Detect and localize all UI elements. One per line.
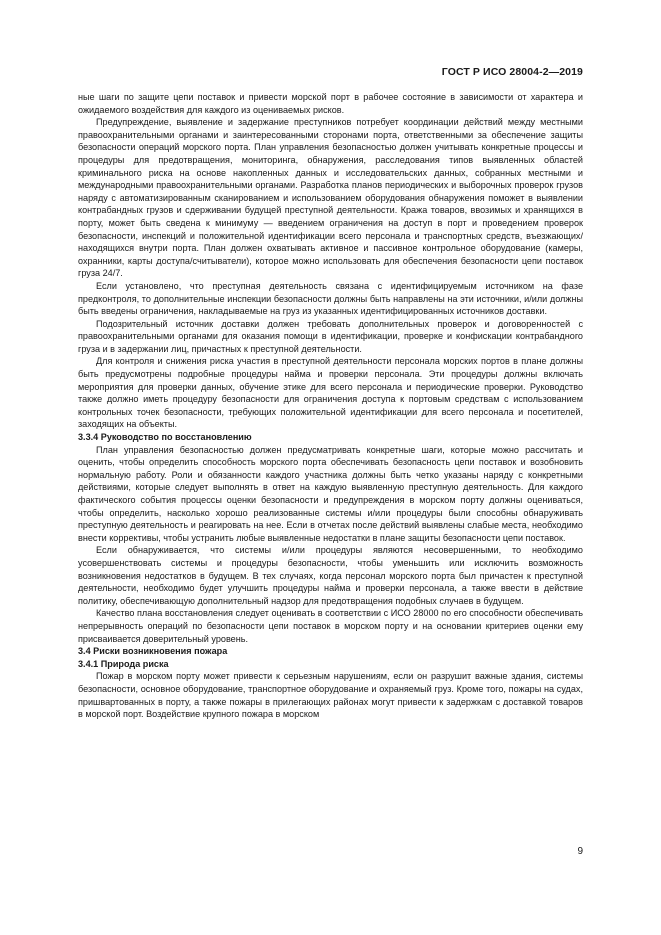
document-body: [78, 91, 583, 721]
paragraph-improvement: Если обнаруживается, что системы и/или процедуры являются несовершенными, то необходимо усовершенствовать системы и процедуры безопасности, чтобы уменьшить или исключить возможность возникновения недостатков в будущем. В тех случаях, когда персонал морского порта был причастен к преступной деятельности, необходимо будет улучшить процедуры найма и проверки персонала, а также ввести в действие политику, обеспечивающую дополнительный надзор для предотвращения подобных случаев в будущем.: [78, 545, 583, 606]
paragraph-recovery-plan: План управления безопасностью должен предусматривать конкретные шаги, которые можно рассчитать и оценить, чтобы определить способность морского порта обеспечивать безопасность цепи поставок и возобновить нормальную работу. Роли и обязанности каждого участника должны быть четко указаны наряду с конкретными действиями, которые следует выполнять в ответ на каждую выявленную преступную деятельность. Для каждого фактического события процессы оценки безопасности и предупреждения в морском порту должны оцениваться, чтобы определить, насколько хорошо реализованные системы и/или процедуры были способны обнаруживать преступную деятельность и реагировать на нее. Если в отчетах после действий выявлены слабые места, необходимо внести коррективы, чтобы устранить любые выявленные недостатки в плане защиты безопасности цепи поставок.: [78, 444, 583, 543]
paragraph-personnel-control: Для контроля и снижения риска участия в преступной деятельности персонала морских портов в плане должны быть предусмотрены подробные процедуры найма и проверки персонала. Эти процедуры должны включать мероприятия для проверки данных, обучение этике для всего персонала и периодические проверки. Руководство также должно иметь процедуру безопасности для ограничения доступа к портовым средствам с использованием контрольных точек безопасности, требующих положительной идентификации для всего персонала и посетителей, заходящих на объекты.: [78, 356, 583, 430]
paragraph-continuation: ные шаги по защите цепи поставок и привести морской порт в рабочее состояние в зависимости от характера и ожидаемого воздействия для каждого из оцениваемых рисков.: [78, 92, 583, 115]
paragraph-quality: Качество плана восстановления следует оценивать в соответствии с ИСО 28000 по его способности обеспечивать непрерывность операций по безопасности цепи поставок в морском порту и на основании критериев оценки ему присваивается доверительный уровень.: [78, 608, 583, 644]
paragraph-fire-risk: Пожар в морском порту может привести к серьезным нарушениям, если он разрушит важные здания, системы безопасности, основное оборудование, транспортное оборудование и охраняемый груз. Кроме того, пожары на судах, пришвартованных в порту, а также пожары в прилегающих районах могут привести к задержкам с доставкой товаров в морской порт. Воздействие крупного пожара в морском: [78, 671, 583, 720]
section-heading-3-4: 3.4 Риски возникновения пожара: [78, 646, 228, 657]
document-code: ГОСТ Р ИСО 28004-2—2019: [441, 66, 583, 78]
paragraph-source-inspection: Если установлено, что преступная деятельность связана с идентифицируемым источником на фазе предконтроля, то дополнительные инспекции безопасности должны быть направлены на эти источники, и/или должны быть введены ограничения, накладываемые на груз из указанных идентифицированных источников доставки.: [78, 280, 583, 317]
section-heading-3-3-4: 3.3.4 Руководство по восстановлению: [78, 432, 252, 443]
section-heading-3-4-1: 3.4.1 Природа риска: [78, 658, 169, 669]
paragraph-crime-prevention: Предупреждение, выявление и задержание преступников потребует координации действий между местными правоохранительными органами и заинтересованными сторонами порта, ответственными за обеспечение защиты безопасности операций морского порта. План управления безопасностью должен учитывать конкретные процессы и процедуры для предотвращения, мониторинга, обнаружения, расследования типов выявленных областей криминального риска на основе накопленных данных и исследовательских данных, собранных местными и международными правоохранительными органами. Разработка планов периодических и выборочных проверок грузов наряду с автоматизированным сканированием и использованием оборудования обнаружения поможет в выявлении контрабандных грузов и сдерживании будущей преступной деятельности. Кража товаров, ввозимых и хранящихся в порту, может быть сведена к минимуму — введением ограничения на доступ в порт и проведением проверок безопасности, инспекций и положительной идентификации всего персонала и транспортных средств, въезжающих/находящихся внутри порта. План должен охватывать активное и пассивное контрольное оборудование (камеры, охранники, карты доступа/считыватели), которое можно использовать для обеспечения безопасности цепи поставок груза 24/7.: [78, 117, 583, 279]
paragraph-suspicious-source: Подозрительный источник доставки должен требовать дополнительных проверок и договоренностей с правоохранительными органами для оказания помощи в идентификации, проверке и конфискации контрабандного груза и в задержании лиц, причастных к преступной деятельности.: [78, 318, 583, 354]
page-number: 9: [577, 846, 583, 857]
